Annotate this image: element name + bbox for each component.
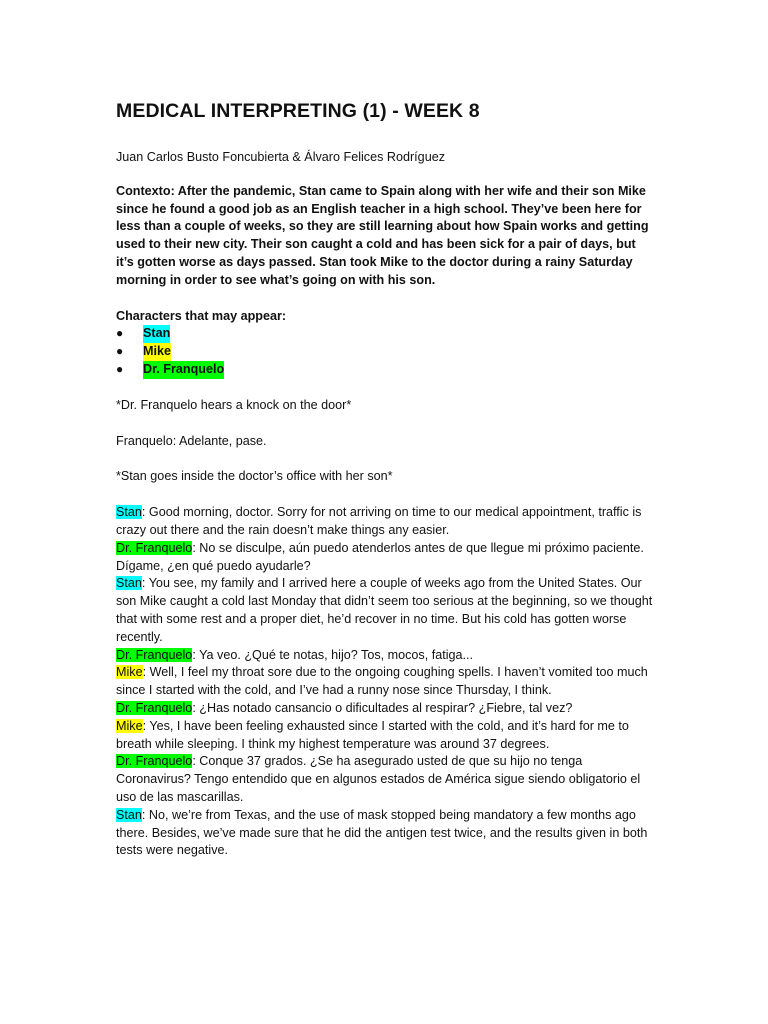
document-body <box>116 100 656 860</box>
turn-text: : Conque 37 grados. ¿Se ha asegurado usted de que su hijo no tenga Coronavirus? Tengo entendido que en algunos estados de América sigue siendo obligatorio el uso de las mascarillas. <box>116 754 641 804</box>
turn-text: : Ya veo. ¿Qué te notas, hijo? Tos, mocos, fatiga... <box>192 647 474 662</box>
speaker-label: Stan <box>116 505 142 520</box>
speaker-label: Mike <box>116 665 143 680</box>
dialogue-turn <box>116 647 656 665</box>
document-title: MEDICAL INTERPRETING (1) - WEEK 8 <box>116 100 480 122</box>
dialogue-turn <box>116 718 656 754</box>
turn-text: : No se disculpe, aún puedo atenderlos antes de que llegue mi próximo paciente. Dígame, ¿en qué puedo ayudarle? <box>116 540 644 573</box>
dialogue-turn <box>116 753 656 806</box>
turn-text: : Good morning, doctor. Sorry for not arriving on time to our medical appointment, traffic is crazy out there and the rain doesn’t make things any easier. <box>116 505 642 537</box>
character-name: Mike <box>143 343 171 361</box>
character-item-mike <box>116 343 656 361</box>
dialogue-turn <box>116 700 656 718</box>
speaker-label: Stan <box>116 807 142 822</box>
character-name: Dr. Franquelo <box>143 361 224 379</box>
dialogue-turn <box>116 575 656 646</box>
stage-direction: *Stan goes inside the doctor’s office with her son* <box>116 469 393 484</box>
context-paragraph: Contexto: After the pandemic, Stan came to Spain along with her wife and their son Mike since he found a good job as an English teacher in a high school. They’ve been here for less than a couple of weeks, so they are still learning about how Spain works and getting used to their new city. Their son caught a cold and has been sick for a pair of days, but it’s gotten worse as days passed. Stan took Mike to the doctor during a rainy Saturday morning in order to see what’s going on with his son. <box>116 183 649 287</box>
dialogue-line-franquelo: Franquelo: Adelante, pase. <box>116 433 267 448</box>
speaker-label: Dr. Franquelo <box>116 754 193 769</box>
authors-line: Juan Carlos Busto Foncubierta & Álvaro Felices Rodríguez <box>116 150 445 164</box>
turn-text: : You see, my family and I arrived here a couple of weeks ago from the United States. Our son Mike caught a cold last Monday that didn’t seem too serious at the beginning, so we thought that with some rest and a proper diet, he’d recover in no time. But his cold has gotten worse recently. <box>116 576 653 644</box>
turn-text: : Well, I feel my throat sore due to the ongoing coughing spells. I haven’t vomited too much since I started with the cold, and I’ve had a runny nose since Thursday, I think. <box>116 665 648 698</box>
bullet-icon: ● <box>116 361 124 376</box>
turn-text: : Yes, I have been feeling exhausted since I started with the cold, and it’s hard for me to breath while sleeping. I think my highest temperature was around 37 degrees. <box>116 718 629 751</box>
speaker-label: Dr. Franquelo <box>116 700 193 715</box>
stage-direction: *Dr. Franquelo hears a knock on the door* <box>116 397 352 412</box>
turn-text: : ¿Has notado cansancio o dificultades al respirar? ¿Fiebre, tal vez? <box>192 700 573 715</box>
turn-text: : No, we’re from Texas, and the use of mask stopped being mandatory a few months ago there. Besides, we’ve made sure that he did the antigen test twice, and the results given in both tests were negative. <box>116 807 648 858</box>
dialogue-turn <box>116 540 656 576</box>
dialogue-turn <box>116 807 656 860</box>
characters-list <box>116 325 656 378</box>
speaker-label: Dr. Franquelo <box>116 647 193 662</box>
character-item-stan <box>116 325 656 343</box>
dialogue <box>116 504 656 860</box>
character-name: Stan <box>143 325 170 343</box>
speaker-label: Dr. Franquelo <box>116 540 193 555</box>
bullet-icon: ● <box>116 344 124 359</box>
speaker-label: Mike <box>116 718 143 733</box>
dialogue-turn <box>116 504 656 540</box>
bullet-icon: ● <box>116 326 124 341</box>
characters-heading: Characters that may appear: <box>116 308 287 323</box>
character-item-franquelo <box>116 361 656 379</box>
speaker-label: Stan <box>116 576 142 591</box>
dialogue-turn <box>116 664 656 700</box>
